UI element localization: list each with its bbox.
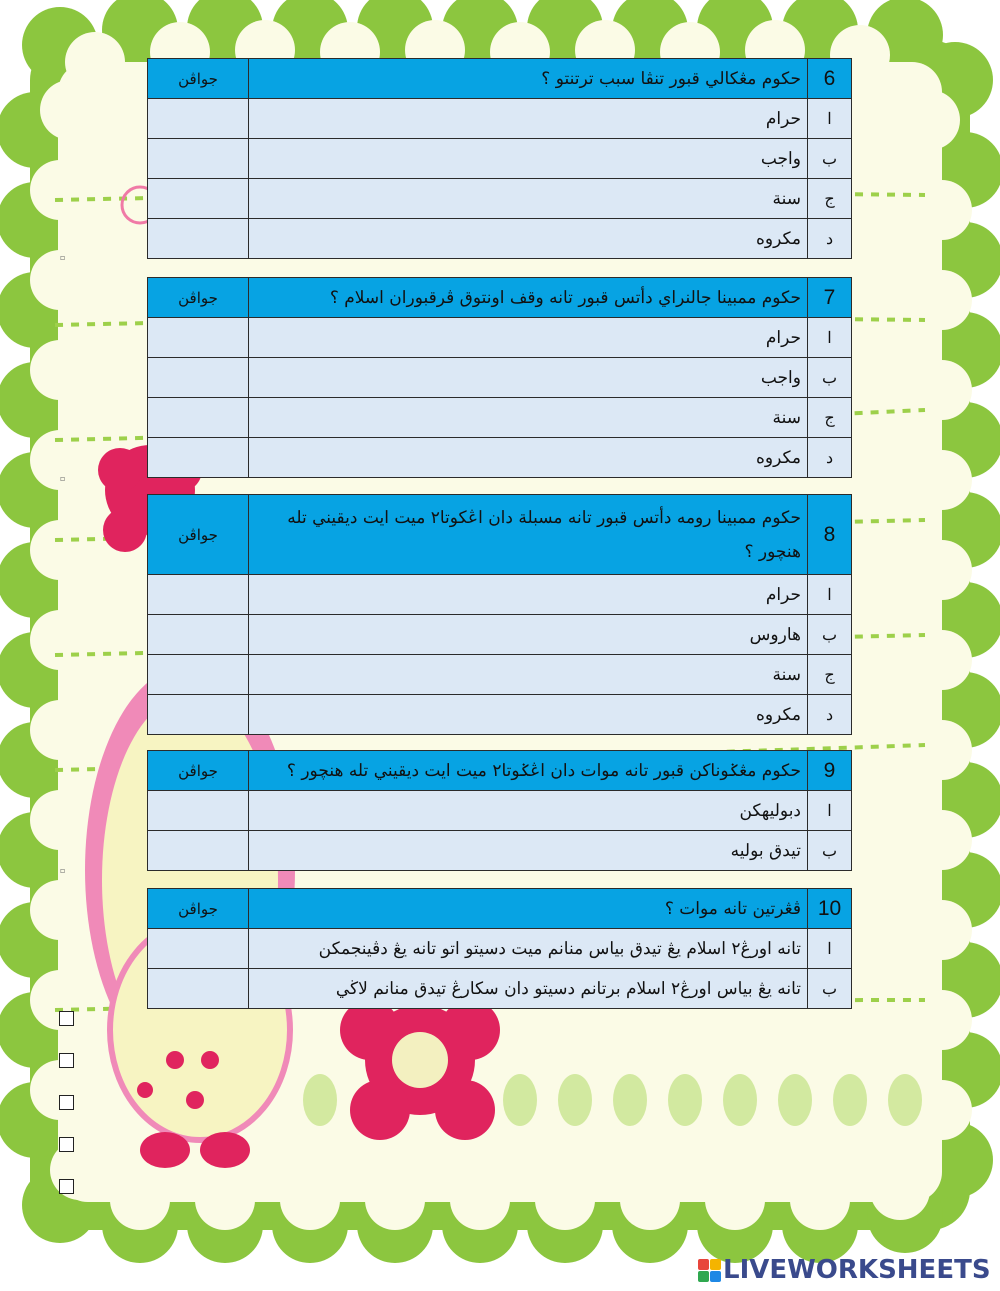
option-row [148,831,852,871]
question-header-row [148,751,852,791]
option-row [148,318,852,358]
answer-cell[interactable] [148,99,249,139]
option-text: تانه يڠ بياس اورڠ٢ اسلام برتانم دسيتو دان سكارڠ تيدق منانم لاڬي [249,969,808,1009]
question-8-table [147,494,852,735]
question-text: حكوم ممبينا جالنراي دأتس قبور تانه وقف اونتوق ڤرقبوران اسلام ؟ [249,278,808,318]
answer-cell[interactable] [148,179,249,219]
checkbox[interactable] [59,1053,74,1068]
question-header-row [148,278,852,318]
option-letter: ا [808,99,852,139]
answer-cell[interactable] [148,831,249,871]
logo-square [698,1259,709,1270]
option-row [148,99,852,139]
checkbox[interactable] [59,1179,74,1194]
answer-cell[interactable] [148,575,249,615]
answer-cell[interactable] [148,438,249,478]
option-text: مكروه [249,219,808,259]
checkbox[interactable] [59,1011,74,1026]
answer-column-header: جواڤن [148,278,249,318]
option-row [148,179,852,219]
answer-cell[interactable] [148,695,249,735]
option-row [148,655,852,695]
option-row [148,358,852,398]
option-text: حرام [249,575,808,615]
option-row [148,615,852,655]
option-text: سنة [249,655,808,695]
answer-cell[interactable] [148,318,249,358]
answer-cell[interactable] [148,358,249,398]
option-letter: ج [808,655,852,695]
option-text: مكروه [249,438,808,478]
liveworksheets-brand [698,1254,991,1286]
answer-column-header: جواڤن [148,59,249,99]
answer-cell[interactable] [148,929,249,969]
option-row [148,695,852,735]
option-text: حرام [249,318,808,358]
option-row [148,438,852,478]
option-row [148,219,852,259]
answer-cell[interactable] [148,139,249,179]
option-letter: ب [808,358,852,398]
option-letter: ب [808,139,852,179]
answer-column-header: جواڤن [148,495,249,575]
option-text: تانه اورڠ٢ اسلام يڠ تيدق بياس منانم ميت دسيتو اتو تانه يڠ دڤينجمكن [249,929,808,969]
checkbox[interactable] [59,1095,74,1110]
question-number: 10 [808,889,852,929]
small-mark: ▫ [60,253,66,262]
answer-cell[interactable] [148,398,249,438]
question-7-table [147,277,852,478]
option-text: سنة [249,179,808,219]
liveworksheets-logo-icon [698,1259,721,1282]
option-row [148,929,852,969]
question-number: 9 [808,751,852,791]
answer-column-header: جواڤن [148,751,249,791]
option-text: سنة [249,398,808,438]
question-9-table [147,750,852,871]
small-mark: ▫ [60,474,66,483]
option-letter: د [808,695,852,735]
option-text: واجب [249,358,808,398]
option-text: هاروس [249,615,808,655]
option-letter: د [808,219,852,259]
brand-name: LIVEWORKSHEETS [723,1255,991,1285]
small-mark: ▫ [60,866,66,875]
option-row [148,398,852,438]
question-text: ڤڠرتين تانه موات ؟ [249,889,808,929]
option-letter: ج [808,398,852,438]
option-text: دبوليهكن [249,791,808,831]
question-text: حكوم ممبينا رومه دأتس قبور تانه مسبلة دان اڠكوتا٢ ميت ايت ديقيني تله هنچور ؟ [249,495,808,575]
question-number: 7 [808,278,852,318]
question-number: 6 [808,59,852,99]
answer-column-header: جواڤن [148,889,249,929]
option-letter: ب [808,969,852,1009]
answer-cell[interactable] [148,791,249,831]
logo-square [710,1271,721,1282]
option-letter: ب [808,831,852,871]
option-letter: ا [808,791,852,831]
option-text: حرام [249,99,808,139]
option-letter: ب [808,615,852,655]
option-letter: د [808,438,852,478]
option-row [148,791,852,831]
answer-cell[interactable] [148,655,249,695]
option-text: واجب [249,139,808,179]
question-header-row [148,889,852,929]
answer-cell[interactable] [148,219,249,259]
question-header-row [148,59,852,99]
question-6-table [147,58,852,259]
option-letter: ج [808,179,852,219]
option-text: مكروه [249,695,808,735]
logo-square [698,1271,709,1282]
answer-cell[interactable] [148,969,249,1009]
option-letter: ا [808,575,852,615]
question-header-row [148,495,852,575]
option-text: تيدق بوليه [249,831,808,871]
question-10-table [147,888,852,1009]
option-row [148,575,852,615]
checkbox[interactable] [59,1137,74,1152]
option-row [148,969,852,1009]
option-letter: ا [808,929,852,969]
logo-square [710,1259,721,1270]
answer-cell[interactable] [148,615,249,655]
question-number: 8 [808,495,852,575]
option-row [148,139,852,179]
question-text: حكوم مڠݢوناكن قبور تانه موات دان اڠݢوتا٢ ميت ايت ديقيني تله هنچور ؟ [249,751,808,791]
option-letter: ا [808,318,852,358]
question-text: حكوم مڠكالي قبور تنڤا سبب ترتنتو ؟ [249,59,808,99]
